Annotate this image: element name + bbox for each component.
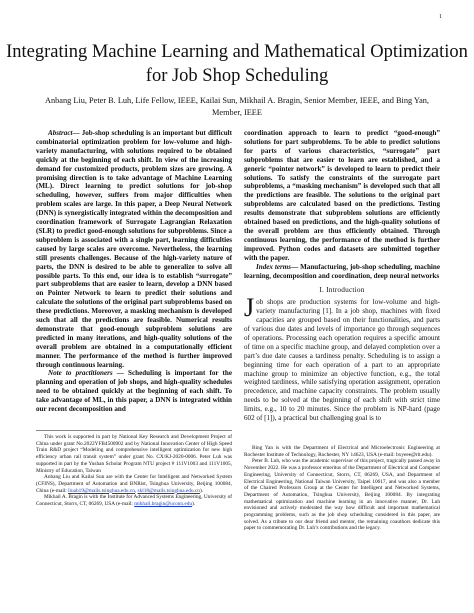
note-label: Note to practitioners [48,369,113,378]
index-terms-label: Index terms [256,262,292,271]
footnote-affiliation-bragin [36,494,232,507]
footnote-bragin-close: ). [192,501,196,508]
bio-luh: Peter B. Luh, who was the academic supervisor of this project, tragically passed away in November 2022. He was a professor emeritus of the Department of Electrical and Computer Engineering, University of Connecticut, Storrs, CT, 06269, USA, and Department of Electrical Engineering, National Taiwan University, Taipei 10617, and was also a member of the Chaired Professors Group at the Center for Intelligent and Networked Systems, Department of Automation, Tsinghua University, Beijing 100084. By integrating mathematical optimization and machine learning in an innovative manner, Dr. Luh envisioned and actively moderated the way how difficult and important mathematical programming problems, such as the job shop scheduling considered in this paper, are solved. As a tribute to our dear friend and mentor, the remaining coauthors dedicate this paper to commemorating Dr. Luh’s contributions and the legacy. [244,458,440,532]
author-notes [244,445,440,532]
footnote-close: ). [199,487,204,494]
abstract-continued [244,129,440,280]
index-terms-text: — Manufacturing, job-shop scheduling, machine learning, decomposition and coordination, deep neural networks [244,262,440,280]
footnote-bragin-text: Mikhail A. Bragin is with the Institute for Advanced Systems Engineering, University of Connecticut, Storrs, CT, 06269, USA (e-mail: [36,494,232,508]
footnote-affiliation-text: Anbang Liu and Kailai Sun are with the Center for Intelligent and Networked System (CFINS), Department of Automation and BNRist, Tsinghua University, Beijing 100084, China (e-mail: [36,474,232,494]
email-link-sun[interactable]: skl18@mails.tsinghua.edu.cn [137,487,200,494]
note-text-left: — Scheduling is important for the planning and operation of job shops, and high-quality schedules need to be obtained quickly at the beginning of each shift. To take advantage of ML, in this paper, a DNN is integrated within our recent decomposition and [36,369,232,414]
introduction-body: ob shops are production systems for low-volume and high-variety manufacturing [1]. In a job shop, machines with fixed capacities are grouped based on their functionalities, and parts of various due dates and levels of importance go through sequences of operations. Processing each operation requires a specific amount of time on a specific machine group, and delayed completion over a part’s due date causes a tardiness penalty. Scheduling is to assign a beginning time for each operation of a part to an appropriate machine group to minimize an objective function, e.g., the total weighted tardiness, while satisfying operation assignment, operation precedence, and machine capacity constraints. The problem usually needs to be solved at the beginning of each shift with strict time limits, e.g., 10 to 20 minutes. Since the problem is NP-hard (page 602 of [1]), a practical but challenging goal is to [244,298,440,423]
left-column [36,129,232,414]
footnote-separator: , [134,487,138,494]
abstract-label: Abstract [48,129,73,137]
abstract [36,129,232,414]
email-link-bragin[interactable]: mikhail.bragin@uconn.edu [134,501,193,508]
bio-yan: Bing Yan is with the Department of Electrical and Microelectronic Engineering at Rochester Institute of Technology, Rochester, NY 14623, USA (e-mail: bxyeee@rit.edu). [244,445,440,458]
note-text-right: coordination approach to learn to predict “good-enough” solutions for part subproblems. To be able to predict solutions for parts of various characteristics, “surrogate” part subproblems that are easier to learn are established, and a generic “pointer network” is developed to learn to predict their solutions. To satisfy the constraints of the surrogate part subproblems, a “masking mechanism” is developed such that all the predictions are feasible. The solutions to the original part subproblems are calculated based on the predictions. Testing results demonstrate that subproblem solutions are efficiently obtained based on predictions, and the high-quality solutions of the overall problem are thus efficiently obtained. Through continuous learning, the performance of the method is further improved. Python codes and datasets are submitted together with the paper. [244,129,440,262]
email-link-liu[interactable]: liuab19@mails.tsinghua.edu.cn [68,487,135,494]
right-column [244,129,440,423]
paper-title: Integrating Machine Learning and Mathematical Optimization for Job Shop Scheduling [6,42,468,86]
footnotes [36,430,232,508]
author-list: Anbang Liu, Peter B. Luh, Life Fellow, IEEE, Kailai Sun, Mikhail A. Bragin, Senior Member, IEEE, and Bing Yan, Member, IEEE [45,96,429,117]
section-heading-introduction: I. Introduction [319,285,365,295]
drop-cap: J [244,293,255,323]
page-number: 1 [439,14,442,20]
footnote-affiliation-liu-sun [36,474,232,494]
introduction-text [244,293,440,423]
abstract-text: — Job-shop scheduling is an important but difficult combinatorial optimization problem for low-volume and high-variety manufacturing, with solutions required to be obtained quickly at the beginning of each shift. In view of the increasing demand for customized products, problem sizes are growing. A promising direction is to take advantage of Machine Learning (ML). Direct learning to predict solutions for job-shop scheduling, however, suffers from major difficulties when problem scales are large. In this paper, a Deep Neural Network (DNN) is synergistically integrated within the decomposition and coordination framework of Surrogate Lagrangian Relaxation (SLR) to predict good-enough solutions for subproblems. Since a subproblem is associated with a single part, learning difficulties caused by large scales are overcome. Nevertheless, the learning still presents challenges. Because of the high-variety nature of parts, the DNN is desired to be able to generalize to solve all possible parts. To this end, our idea is to establish “surrogate” part subproblems that are easier to learn, develop a DNN based on Pointer Network to learn to predict their solutions and calculate the solutions of the original part subproblems based on these predictions. Moreover, a masking mechanism is developed such that all the predictions are feasible. Numerical results demonstrate that good-enough subproblem solutions are predicted in many iterations, and high-quality solutions of the overall problem are obtained in a computationally efficient manner. The performance of the method is further improved through continuous learning. [36,129,232,369]
footnote-funding: This work is supported in part by National Key Research and Development Project of China under grant No.2022YFB4500902 and by National Innovation Center of High Speed Train R&D project “Modeling and comprehensive intelligent optimization for new high efficiency urban rail transit system” under grant No. CX/KJ-2020-0006. Peter Luh was supported in part by the Yushan Scholar Program NTU project # 111V1003 and 111V1005, Ministry of Education, Taiwan [36,434,232,474]
